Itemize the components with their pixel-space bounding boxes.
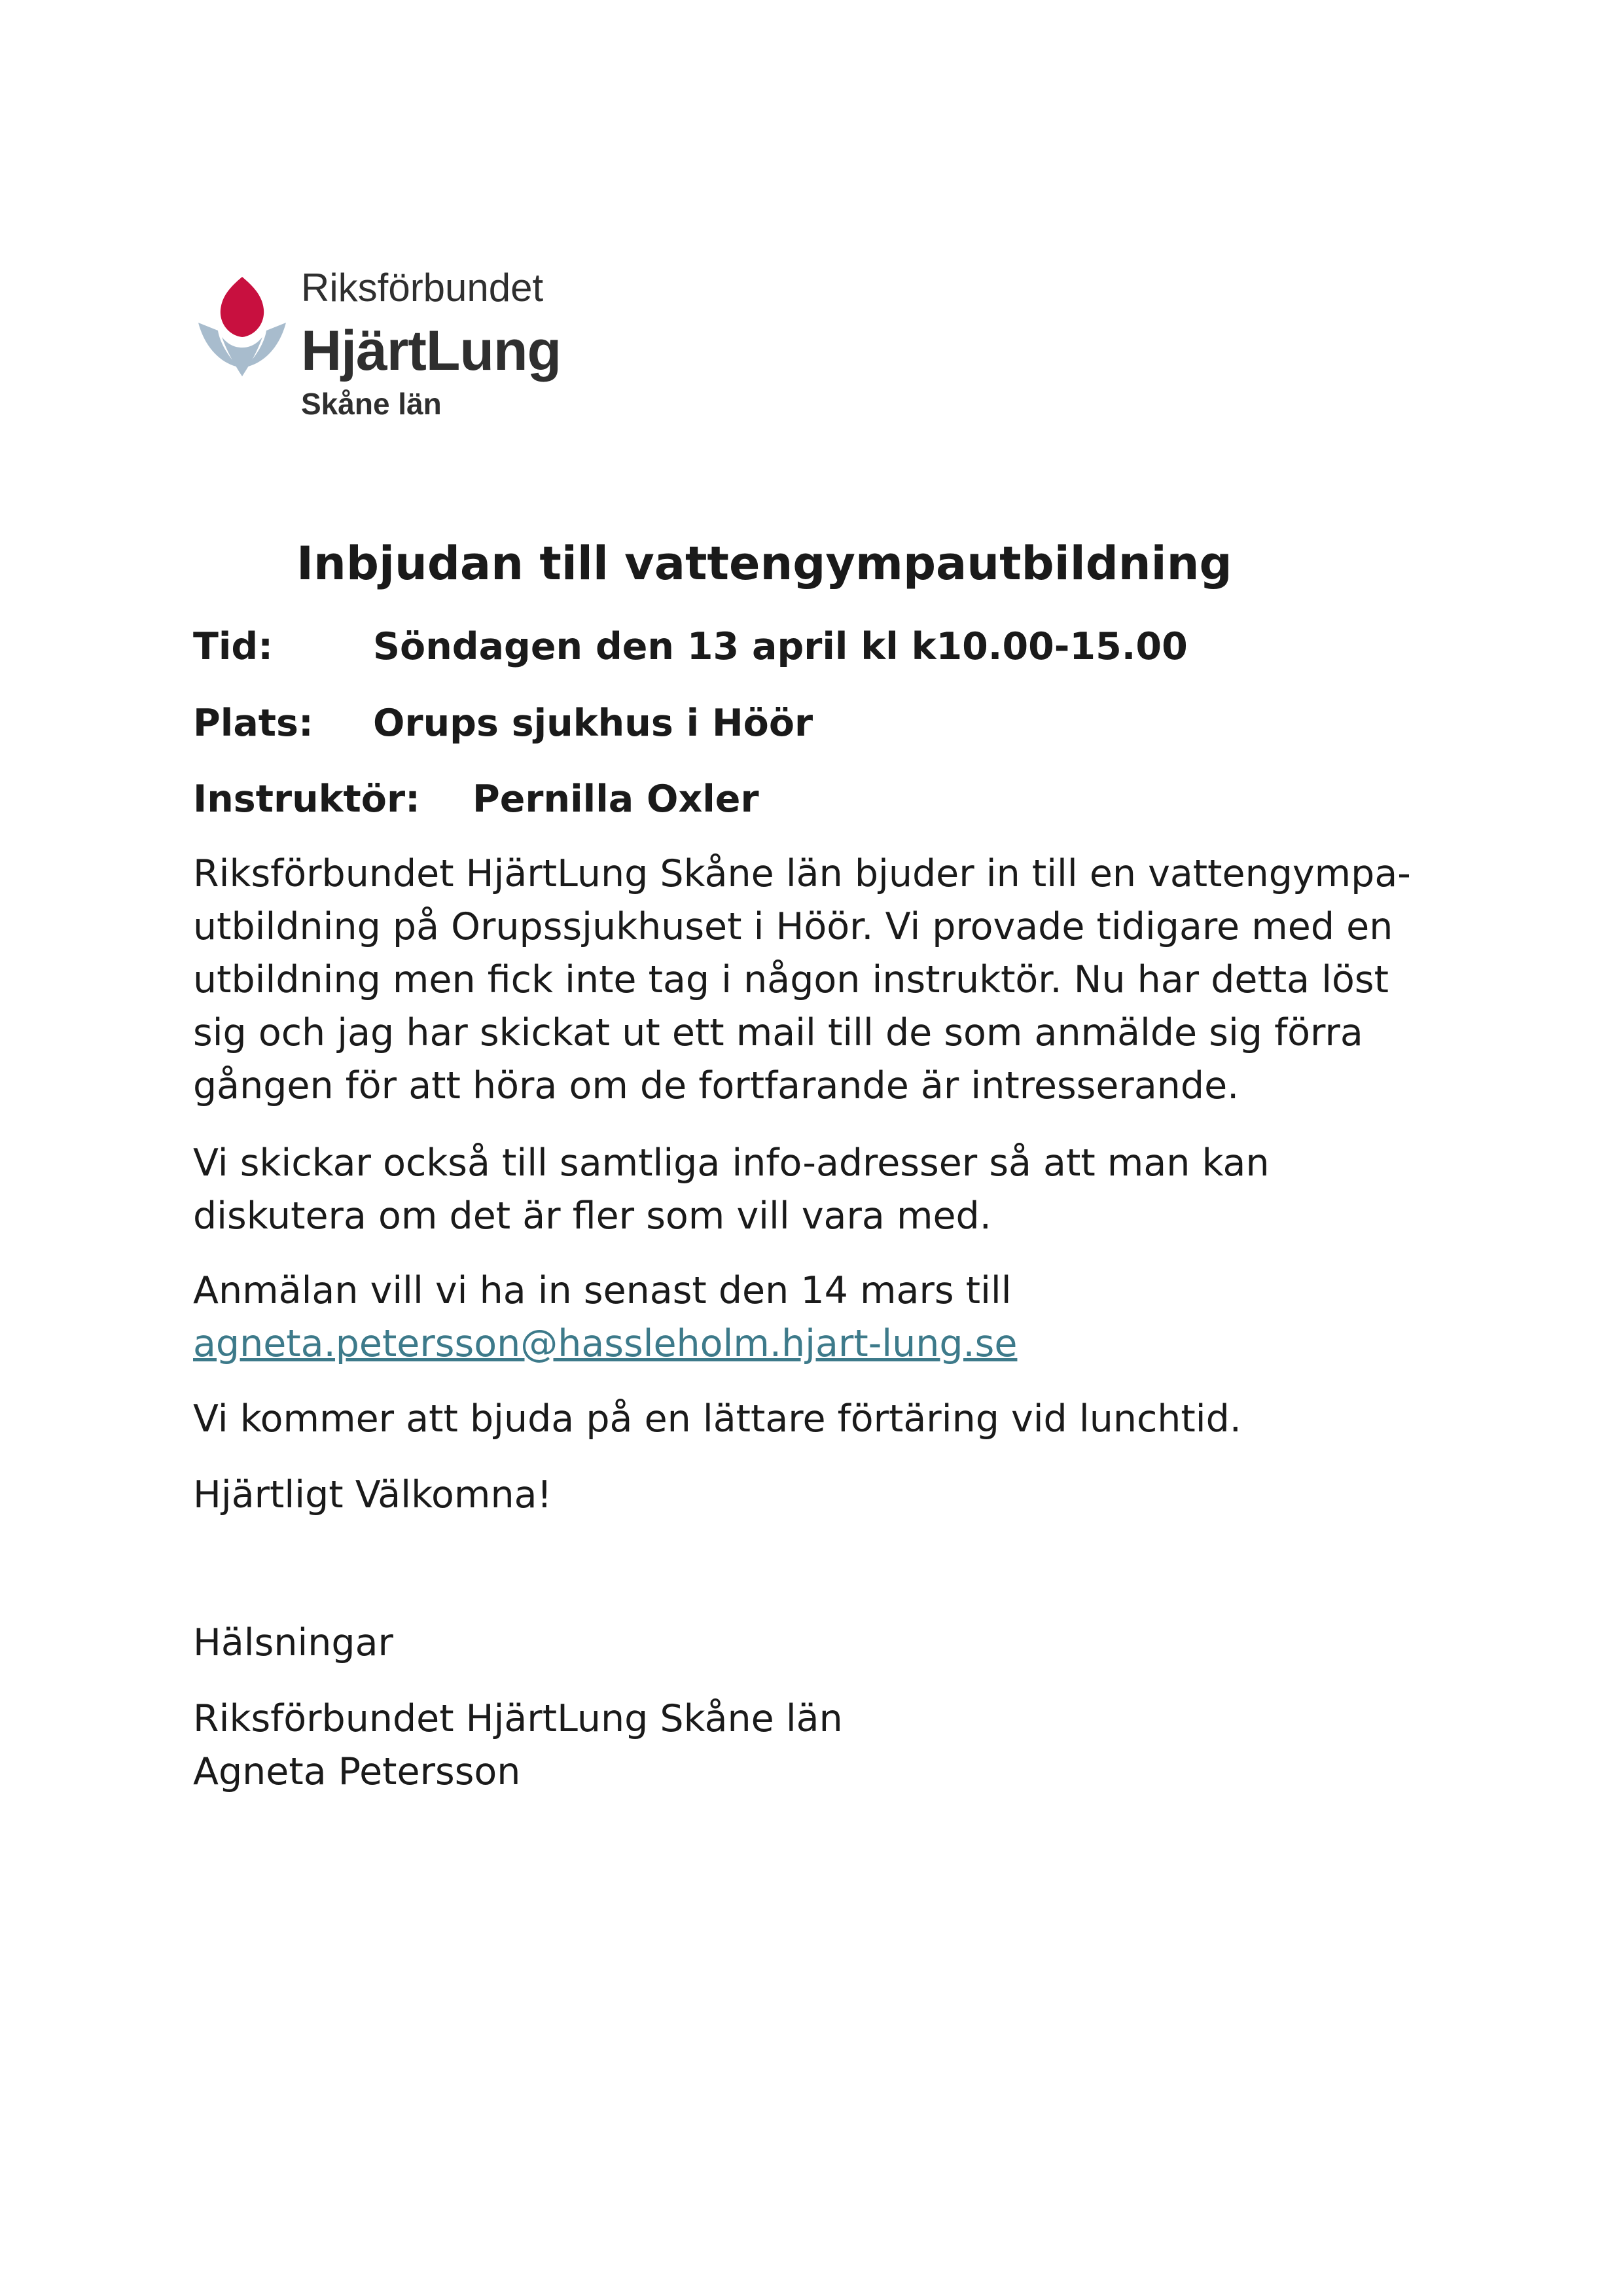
lunch-paragraph: Vi kommer att bjuda på en lättare förtäring vid lunchtid.: [193, 1397, 1241, 1441]
place-value: Orups sjukhus i Höör: [373, 702, 813, 745]
intro-line: sig och jag har skickat ut ett mail till de som anmälde sig förra: [193, 1011, 1363, 1054]
logo-line-2: HjärtLung: [301, 319, 562, 382]
tulip-logo-icon: [193, 272, 291, 383]
intro-line: utbildning på Orupssjukhuset i Höör. Vi provade tidigare med en: [193, 905, 1393, 948]
signature-name: Agneta Petersson: [193, 1750, 521, 1793]
welcome-paragraph: Hjärtligt Välkomna!: [193, 1473, 552, 1516]
email-link[interactable]: agneta.petersson@hassleholm.hjart-lung.se: [193, 1322, 1018, 1365]
closing-greeting: Hälsningar: [193, 1621, 393, 1664]
instructor-value: Pernilla Oxler: [473, 778, 759, 821]
instructor-label: Instruktör:: [193, 778, 420, 821]
signature-org: Riksförbundet HjärtLung Skåne län: [193, 1697, 843, 1740]
intro-line: Riksförbundet HjärtLung Skåne län bjuder in till en vattengympa-: [193, 852, 1411, 895]
info-paragraph: [193, 1137, 1502, 1243]
info-line: diskutera om det är fler som vill vara med.: [193, 1194, 991, 1238]
signature-block: [193, 1693, 1502, 1799]
registration-paragraph: [193, 1265, 1502, 1371]
intro-line: utbildning men fick inte tag i någon instruktör. Nu har detta löst: [193, 958, 1389, 1001]
intro-line: gången för att höra om de fortfarande är intresserande.: [193, 1064, 1240, 1107]
organization-logo: [193, 259, 599, 435]
time-value: Söndagen den 13 april kl k10.00-15.00: [373, 625, 1188, 668]
logo-line-1: Riksförbundet: [301, 266, 544, 310]
place-label: Plats:: [193, 702, 313, 745]
registration-line: Anmälan vill vi ha in senast den 14 mars till: [193, 1269, 1012, 1312]
logo-line-3: Skåne län: [301, 387, 442, 421]
info-line: Vi skickar också till samtliga info-adresser så att man kan: [193, 1141, 1270, 1185]
intro-paragraph: [193, 848, 1502, 1113]
time-label: Tid:: [193, 625, 274, 668]
page-title: Inbjudan till vattengympautbildning: [296, 537, 1232, 590]
